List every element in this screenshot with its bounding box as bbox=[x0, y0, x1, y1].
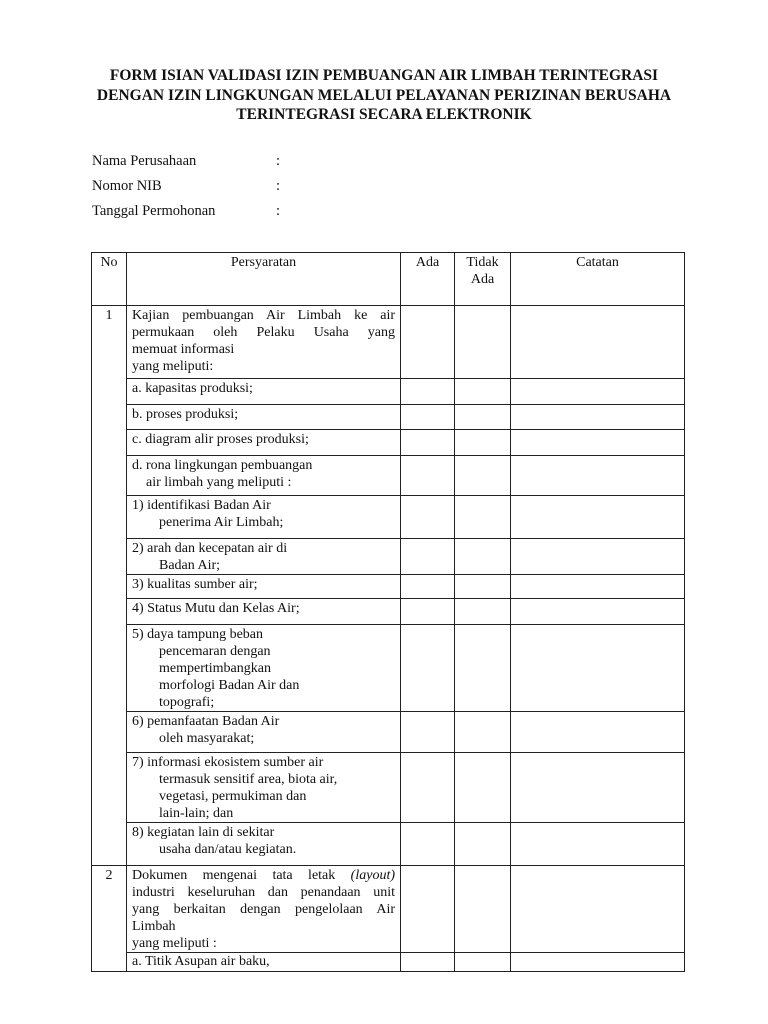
tidak-ada-checkbox-cell[interactable] bbox=[455, 625, 511, 712]
ada-checkbox-cell[interactable] bbox=[401, 823, 455, 866]
table-row bbox=[92, 599, 685, 625]
text-line: 7) informasi ekosistem sumber air bbox=[132, 755, 324, 770]
requirement-text bbox=[127, 866, 401, 953]
table-header-row bbox=[92, 253, 685, 306]
table-row bbox=[92, 405, 685, 430]
text-line: permukaan oleh Pelaku Usaha yang bbox=[132, 325, 395, 340]
text-line: industri keseluruhan dan penandaan unit bbox=[132, 885, 395, 900]
table-row bbox=[92, 753, 685, 823]
text-line: morfologi Badan Air dan bbox=[159, 678, 300, 693]
table-row bbox=[92, 575, 685, 599]
title-line-1: FORM ISIAN VALIDASI IZIN PEMBUANGAN AIR LIMBAH TERINTEGRASI bbox=[109, 67, 659, 84]
requirement-text: c. diagram alir proses produksi; bbox=[127, 430, 401, 456]
table-row bbox=[92, 496, 685, 539]
tidak-ada-checkbox-cell[interactable] bbox=[455, 430, 511, 456]
text-line: yang meliputi: bbox=[132, 359, 214, 374]
ada-checkbox-cell[interactable] bbox=[401, 953, 455, 972]
catatan-cell[interactable] bbox=[511, 953, 685, 972]
requirement-text bbox=[127, 575, 401, 599]
tidak-ada-checkbox-cell[interactable] bbox=[455, 712, 511, 753]
tidak-ada-checkbox-cell[interactable] bbox=[455, 866, 511, 953]
table-row bbox=[92, 625, 685, 712]
ada-checkbox-cell[interactable] bbox=[401, 712, 455, 753]
tidak-ada-checkbox-cell[interactable] bbox=[455, 823, 511, 866]
ada-checkbox-cell[interactable] bbox=[401, 599, 455, 625]
requirement-text: a. kapasitas produksi; bbox=[127, 379, 401, 405]
requirement-text bbox=[127, 599, 401, 625]
text-line: d. rona lingkungan pembuangan bbox=[132, 458, 313, 473]
tidak-ada-checkbox-cell[interactable] bbox=[455, 306, 511, 379]
text-line: air limbah yang meliputi : bbox=[146, 475, 292, 490]
row-number: 2 bbox=[92, 866, 127, 972]
catatan-cell[interactable] bbox=[511, 753, 685, 823]
requirement-text bbox=[127, 823, 401, 866]
requirement-text bbox=[127, 753, 401, 823]
text-line: pencemaran dengan bbox=[159, 644, 271, 659]
catatan-cell[interactable] bbox=[511, 430, 685, 456]
table-row bbox=[92, 379, 685, 405]
catatan-cell[interactable] bbox=[511, 306, 685, 379]
requirement-text: a. Titik Asupan air baku, bbox=[127, 953, 401, 972]
text-line: 2) arah dan kecepatan air di bbox=[132, 541, 288, 556]
text-line: 6) pemanfaatan Badan Air bbox=[132, 714, 280, 729]
tidak-ada-checkbox-cell[interactable] bbox=[455, 456, 511, 496]
ada-checkbox-cell[interactable] bbox=[401, 379, 455, 405]
catatan-cell[interactable] bbox=[511, 823, 685, 866]
requirement-text bbox=[127, 539, 401, 575]
table-row bbox=[92, 823, 685, 866]
text-line: mempertimbangkan bbox=[159, 661, 271, 676]
requirement-text bbox=[127, 712, 401, 753]
catatan-cell[interactable] bbox=[511, 405, 685, 430]
text-line: penerima Air Limbah; bbox=[159, 515, 284, 530]
requirement-text bbox=[127, 496, 401, 539]
text-line: Limbah bbox=[132, 919, 176, 934]
text-line: 4) Status Mutu dan Kelas Air; bbox=[132, 601, 300, 616]
ada-checkbox-cell[interactable] bbox=[401, 866, 455, 953]
text-line: oleh masyarakat; bbox=[159, 731, 255, 746]
header-catatan: Catatan bbox=[511, 253, 685, 306]
text-line: topografi; bbox=[159, 695, 215, 710]
text-line: termasuk sensitif area, biota air, bbox=[159, 772, 338, 787]
form-title bbox=[60, 66, 708, 125]
ada-checkbox-cell[interactable] bbox=[401, 575, 455, 599]
field-colon: : bbox=[276, 178, 281, 194]
catatan-cell[interactable] bbox=[511, 496, 685, 539]
title-line-2: DENGAN IZIN LINGKUNGAN MELALUI PELAYANAN PERIZINAN BERUSAHA bbox=[96, 86, 672, 104]
tidak-ada-checkbox-cell[interactable] bbox=[455, 599, 511, 625]
ada-checkbox-cell[interactable] bbox=[401, 496, 455, 539]
text-line: 8) kegiatan lain di sekitar bbox=[132, 825, 275, 840]
tidak-ada-checkbox-cell[interactable] bbox=[455, 575, 511, 599]
ada-checkbox-cell[interactable] bbox=[401, 430, 455, 456]
tidak-ada-checkbox-cell[interactable] bbox=[455, 539, 511, 575]
tidak-ada-checkbox-cell[interactable] bbox=[455, 405, 511, 430]
tidak-ada-checkbox-cell[interactable] bbox=[455, 379, 511, 405]
catatan-cell[interactable] bbox=[511, 599, 685, 625]
text-line: lain-lain; dan bbox=[159, 806, 234, 821]
catatan-cell[interactable] bbox=[511, 379, 685, 405]
text-line: 1) identifikasi Badan Air bbox=[132, 498, 271, 513]
field-tanggal-permohonan bbox=[92, 202, 281, 220]
text-line: Dokumen mengenai tata letak (layout) bbox=[132, 868, 395, 883]
text-line: Kajian pembuangan Air Limbah ke air bbox=[132, 308, 395, 323]
ada-checkbox-cell[interactable] bbox=[401, 456, 455, 496]
requirement-text: b. proses produksi; bbox=[127, 405, 401, 430]
ada-checkbox-cell[interactable] bbox=[401, 625, 455, 712]
header-no: No bbox=[92, 253, 127, 306]
ada-checkbox-cell[interactable] bbox=[401, 306, 455, 379]
text-line: Badan Air; bbox=[159, 558, 221, 573]
table-row bbox=[92, 456, 685, 496]
ada-checkbox-cell[interactable] bbox=[401, 539, 455, 575]
field-colon: : bbox=[276, 153, 281, 169]
text-line: memuat informasi bbox=[132, 342, 235, 357]
text-line: 5) daya tampung beban bbox=[132, 627, 264, 642]
catatan-cell[interactable] bbox=[511, 866, 685, 953]
table-row bbox=[92, 306, 685, 379]
text-line: vegetasi, permukiman dan bbox=[159, 789, 307, 804]
ada-checkbox-cell[interactable] bbox=[401, 405, 455, 430]
row-number: 1 bbox=[92, 306, 127, 866]
layout-term: (layout) bbox=[350, 868, 395, 883]
text-line: 3) kualitas sumber air; bbox=[132, 577, 258, 592]
header-tidak-ada bbox=[455, 253, 511, 306]
table-row bbox=[92, 953, 685, 972]
tidak-ada-checkbox-cell[interactable] bbox=[455, 953, 511, 972]
table-row bbox=[92, 712, 685, 753]
ada-checkbox-cell[interactable] bbox=[401, 753, 455, 823]
header-ada: Ada bbox=[401, 253, 455, 306]
requirement-text bbox=[127, 625, 401, 712]
field-label: Nomor NIB bbox=[92, 178, 162, 194]
text-line: usaha dan/atau kegiatan. bbox=[159, 842, 297, 857]
field-nama-perusahaan bbox=[92, 152, 281, 170]
tidak-ada-checkbox-cell[interactable] bbox=[455, 753, 511, 823]
catatan-cell[interactable] bbox=[511, 625, 685, 712]
table-row bbox=[92, 539, 685, 575]
field-nomor-nib bbox=[92, 177, 281, 195]
field-colon: : bbox=[276, 203, 281, 219]
catatan-cell[interactable] bbox=[511, 575, 685, 599]
field-label: Tanggal Permohonan bbox=[92, 203, 216, 219]
header-persyaratan: Persyaratan bbox=[127, 253, 401, 306]
requirements-table bbox=[91, 252, 685, 972]
header-tidak-ada-2: Ada bbox=[470, 272, 495, 287]
requirement-text bbox=[127, 306, 401, 379]
catatan-cell[interactable] bbox=[511, 539, 685, 575]
catatan-cell[interactable] bbox=[511, 712, 685, 753]
tidak-ada-checkbox-cell[interactable] bbox=[455, 496, 511, 539]
table-row bbox=[92, 866, 685, 953]
header-tidak: Tidak bbox=[466, 255, 499, 270]
catatan-cell[interactable] bbox=[511, 456, 685, 496]
title-line-3: TERINTEGRASI SECARA ELEKTRONIK bbox=[236, 106, 532, 123]
requirement-text bbox=[127, 456, 401, 496]
table-row bbox=[92, 430, 685, 456]
text-line: yang berkaitan dengan pengelolaan Air bbox=[132, 902, 395, 917]
text-line: yang meliputi : bbox=[132, 936, 217, 951]
field-label: Nama Perusahaan bbox=[92, 153, 197, 169]
